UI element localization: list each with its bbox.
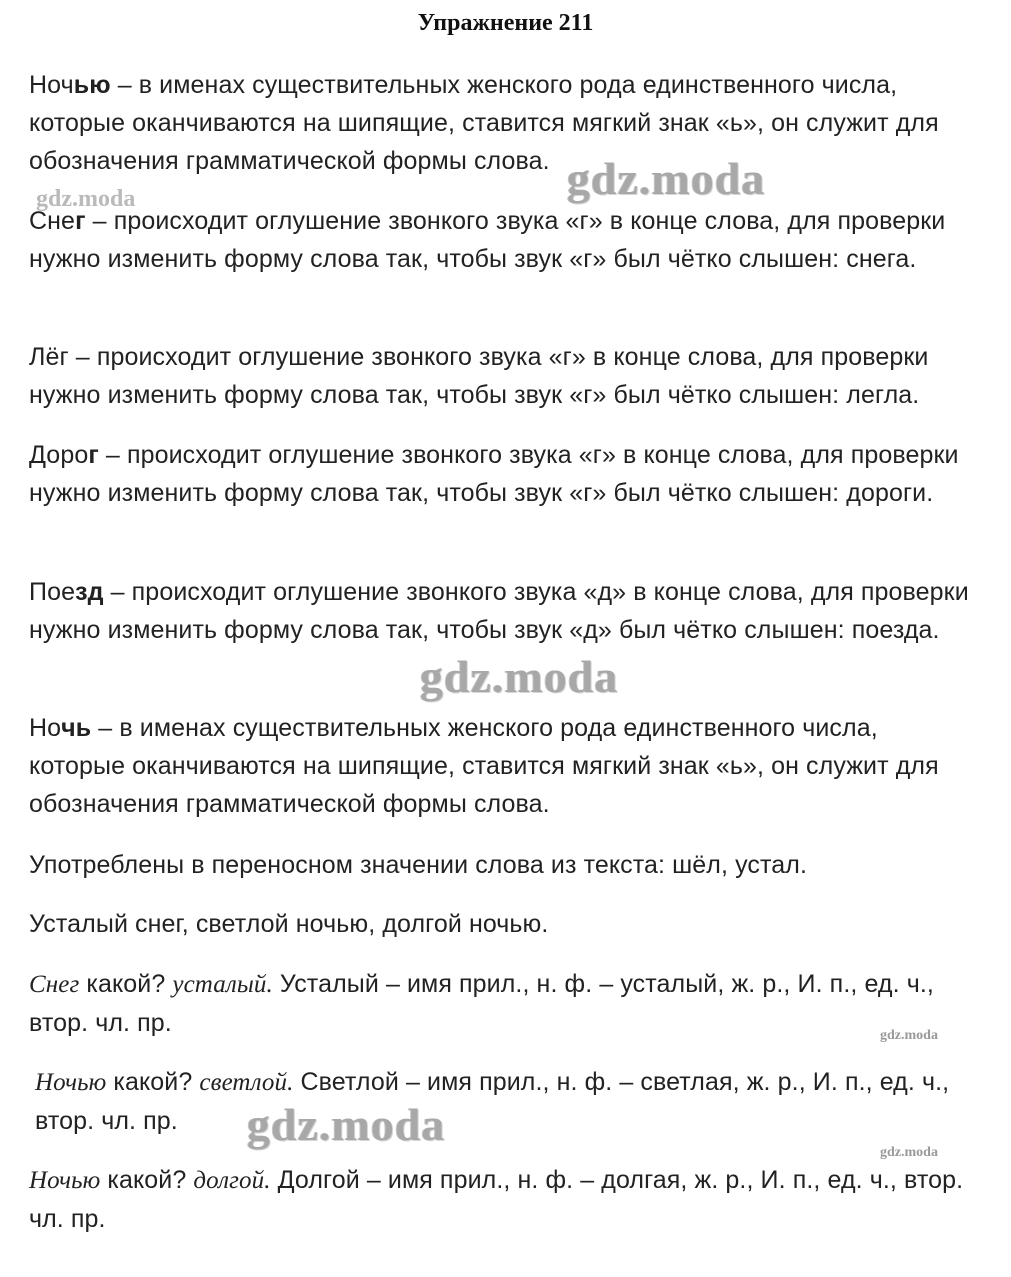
watermark: gdz.moda	[567, 153, 766, 204]
question-text: какой?	[100, 1166, 194, 1194]
explanation-text: – происходит оглушение звонкого звука «г» в конце слова, для проверки нужно изменить форму слова так, чтобы звук «г» был чётко слышен: дороги.	[29, 441, 959, 507]
paragraph-analysis-1	[29, 965, 979, 1042]
explanation-text: Лёг – происходит оглушение звонкого звука «г» в конце слова, для проверки нужно изменить форму слова так, чтобы звук «г» был чётко слышен: легла.	[29, 343, 929, 409]
italic-noun: Ночью	[35, 1069, 107, 1096]
paragraph-noch	[29, 709, 979, 823]
italic-noun: Ночью	[29, 1167, 101, 1194]
paragraph-phrases	[29, 905, 979, 943]
italic-adjective: долгой.	[193, 1167, 271, 1194]
watermark: gdz.moda	[247, 1099, 446, 1150]
highlighted-ending: чь	[61, 714, 92, 742]
paragraph-dorog	[29, 436, 979, 512]
explanation-text: – происходит оглушение звонкого звука «г» в конце слова, для проверки нужно изменить форму слова так, чтобы звук «г» был чётко слышен: снега.	[29, 207, 946, 273]
paragraph-figurative	[29, 846, 979, 884]
watermark: gdz.moda	[880, 1028, 938, 1043]
explanation-text: Употреблены в переносном значении слова из текста: шёл, устал.	[29, 851, 808, 879]
word-start: Доро	[29, 441, 89, 469]
paragraph-analysis-3	[29, 1161, 979, 1238]
explanation-text: Усталый – имя прил., н. ф. – усталый, ж. р., И. п., ед. ч., втор. чл. пр.	[29, 970, 934, 1037]
watermark: gdz.moda	[880, 1145, 938, 1160]
watermark: gdz.moda	[36, 186, 136, 212]
page-title: Упражнение 211	[417, 10, 594, 36]
italic-adjective: усталый.	[172, 971, 273, 998]
explanation-text: – в именах существительных женского рода единственного числа, которые оканчиваются на шипящие, ставится мягкий знак «ь», он служит для обозначения грамматической формы слова.	[29, 714, 939, 818]
word-start: Но	[29, 714, 62, 742]
explanation-text: – в именах существительных женского рода единственного числа, которые оканчиваются на шипящие, ставится мягкий знак «ь», он служит для обозначения грамматической формы слова.	[29, 71, 939, 175]
explanation-text: – происходит оглушение звонкого звука «д» в конце слова, для проверки нужно изменить форму слова так, чтобы звук «д» был чётко слышен: поезда.	[29, 578, 969, 644]
highlighted-ending: г	[75, 207, 86, 235]
question-text: какой?	[79, 970, 173, 998]
paragraph-poezd	[29, 573, 979, 649]
word-start: Пое	[29, 578, 76, 606]
explanation-text: Светлой – имя прил., н. ф. – светлая, ж. р., И. п., ед. ч., втор. чл. пр.	[35, 1068, 950, 1135]
italic-noun: Снег	[29, 971, 80, 998]
word-start: Сне	[29, 207, 76, 235]
highlighted-ending: зд	[75, 578, 104, 606]
watermark: gdz.moda	[420, 651, 619, 702]
word-start: Ноч	[29, 71, 74, 99]
highlighted-ending: ью	[73, 71, 111, 99]
paragraph-analysis-2	[35, 1063, 985, 1140]
italic-adjective: светлой.	[199, 1069, 294, 1096]
paragraph-sneg	[29, 202, 979, 278]
explanation-text: Усталый снег, светлой ночью, долгой ночью.	[29, 910, 549, 938]
paragraph-leg	[29, 338, 979, 414]
paragraph-nochyu	[29, 66, 979, 180]
question-text: какой?	[106, 1068, 200, 1096]
explanation-text: Долгой – имя прил., н. ф. – долгая, ж. р., И. п., ед. ч., втор. чл. пр.	[29, 1166, 964, 1233]
highlighted-ending: г	[88, 441, 99, 469]
